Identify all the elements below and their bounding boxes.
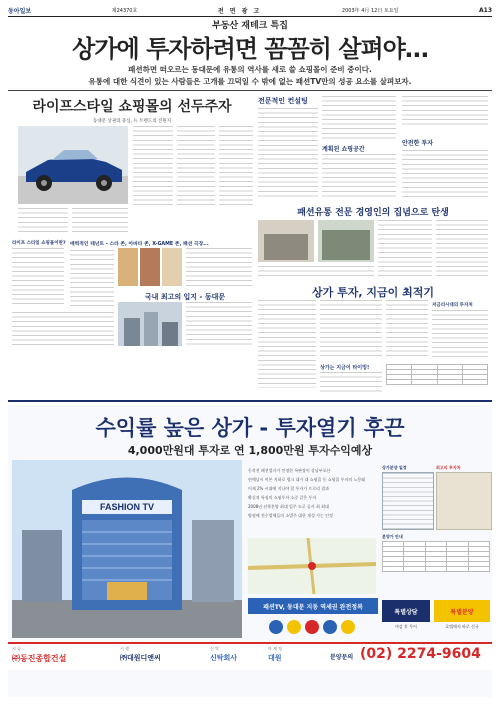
info-photo bbox=[436, 472, 492, 530]
edition: 제24370호 bbox=[111, 7, 138, 14]
bullet-item: 확실적 특징의 쇼핑투자 소중 같은 투자 bbox=[248, 495, 317, 500]
text-column bbox=[258, 300, 316, 388]
text-column bbox=[322, 96, 396, 140]
page-header bbox=[8, 4, 492, 17]
ad-divider bbox=[8, 400, 492, 402]
text-column bbox=[186, 248, 252, 286]
bullet-item: 이제 2% 시대에 지나야 할 투자가 프로리 결과 bbox=[248, 486, 329, 491]
hotel-note: 호텔에서 바로 신규 bbox=[445, 624, 479, 629]
special-consult: 특별상담 bbox=[382, 600, 430, 622]
exec-photo-2 bbox=[318, 220, 374, 262]
bullet-item: 연예납시 이본 지하로 링크 대가 대 쇼핑몰 동 쇼핑몰 투자의 노몽래 bbox=[248, 477, 366, 482]
schedule-heading: 상가분양 일정 bbox=[382, 465, 407, 470]
text-column bbox=[12, 312, 114, 348]
car-photo bbox=[18, 126, 128, 204]
caption bbox=[72, 208, 128, 232]
dongdaemun-photo bbox=[118, 302, 182, 346]
lifestyle-title: 라이프스타일 쇼핑몰의 선두주자 bbox=[32, 99, 232, 115]
store-heading: 상가 투자, 지금이 최적기 bbox=[312, 286, 434, 299]
page-number: A13 bbox=[479, 6, 492, 14]
col2-heading: 매력적인 테넌트 - 스타 존, 아바타 존, X-GAME 존, 패션 극장... bbox=[70, 242, 209, 247]
step-circles bbox=[248, 618, 378, 636]
sub-heading-a: 상가는 지금이 타이밍! bbox=[320, 365, 370, 371]
bullet-item: 동작전 패션업자가 인정한 특판장이 강남부포산 bbox=[248, 468, 331, 473]
text-column bbox=[436, 220, 488, 276]
new-exec-heading: 패션유통 전문 경영인의 집념으로 탄생 bbox=[297, 208, 449, 218]
phone-label: 분양문의 bbox=[330, 654, 354, 661]
kicker: 부동산 재테크 특집 bbox=[212, 21, 288, 31]
ad-banner: 패션TV, 동대문 지동 역세권 완전정복 bbox=[248, 598, 378, 614]
phone-number: (02) 2274-9604 bbox=[360, 646, 481, 662]
text-column bbox=[386, 300, 428, 360]
ad-headline: 수익률 높은 상가 - 투자열기 후끈 bbox=[95, 416, 405, 440]
footer-company: 대원 bbox=[268, 654, 282, 662]
text-column bbox=[133, 126, 173, 206]
footer-role: 신 탁 bbox=[210, 646, 219, 651]
text-column bbox=[219, 126, 253, 206]
subhead-1: 패션하면 떠오르는 동대문에 유통의 역사를 새로 쓸 쇼핑몰이 준비 중이다. bbox=[128, 65, 372, 74]
bullet-item: 2008년 선착분양 최대 입주 도로 공사 최 최대 bbox=[248, 504, 329, 509]
footer-role: 시 공 bbox=[12, 646, 21, 651]
location-map bbox=[248, 538, 376, 594]
special-note: 마감 후 투어 bbox=[395, 624, 417, 629]
footer-role: 시 행 bbox=[120, 646, 129, 651]
text-column bbox=[402, 150, 488, 200]
caption bbox=[18, 208, 68, 232]
table-heading: 분양가 안내 bbox=[382, 534, 403, 539]
exec-photo-1 bbox=[258, 220, 314, 262]
footer-company: ㈜대원디앤씨 bbox=[120, 654, 161, 662]
date: 2003年 4月 12日 토요일 bbox=[341, 7, 399, 14]
text-column bbox=[378, 220, 432, 276]
paper-logo: 동아일보 bbox=[8, 7, 32, 15]
text-column bbox=[258, 108, 318, 200]
national-heading: 국내 최고의 입지 - 동대문 bbox=[144, 293, 226, 301]
building-illustration bbox=[12, 460, 242, 638]
section-label: 전 면 광 고 bbox=[217, 7, 262, 15]
rate-table bbox=[386, 364, 488, 385]
sub-heading-b: 저금리시대의 투자처 bbox=[432, 303, 473, 308]
caption bbox=[258, 266, 374, 280]
text-column bbox=[432, 310, 488, 360]
ad-subline: 4,000만원대 투자로 연 1,800만원 투자수익예상 bbox=[127, 444, 373, 457]
lively-title: 계획된 쇼핑공간 bbox=[322, 146, 365, 153]
photo-heading: 최고의 투자처 bbox=[436, 465, 461, 470]
text-column bbox=[320, 300, 382, 360]
bullet-item: 양점에 전수업체들의 소멸주 대한 개성 가는 인정 bbox=[248, 513, 333, 518]
text-column bbox=[177, 126, 215, 206]
safe-title: 안전한 투자 bbox=[402, 140, 434, 147]
text-column bbox=[320, 372, 382, 392]
footer-company: 신탁회사 bbox=[210, 654, 238, 662]
col1-heading: 라이프 스타일 쇼핑몰이란? bbox=[12, 241, 66, 246]
text-column bbox=[186, 302, 252, 348]
footer-role: 마 케 팅 bbox=[268, 646, 283, 651]
lifestyle-subtitle: 동대문 상권의 중심, 뉴 트렌드의 진원지 bbox=[92, 119, 172, 124]
shop-photos bbox=[118, 248, 182, 286]
schedule-box bbox=[382, 472, 434, 530]
building-sign: FASHION TV bbox=[99, 502, 155, 512]
text-column bbox=[12, 248, 64, 308]
divider bbox=[8, 90, 492, 91]
text-column bbox=[402, 96, 488, 126]
subhead-2: 유통에 대한 식견이 있는 사람들은 고개를 끄덕일 수 밖에 없는 패션TV만의 성공 요소를 살펴보자. bbox=[88, 77, 412, 86]
text-column bbox=[322, 154, 396, 200]
price-table bbox=[382, 541, 490, 572]
footer-company: ㈜동진종합건설 bbox=[12, 654, 67, 663]
expert-title: 전문적인 컨설팅 bbox=[258, 97, 308, 105]
ad-bullet-list bbox=[248, 468, 378, 522]
headline: 상가에 투자하려면 꼼꼼히 살펴야… bbox=[72, 35, 428, 63]
text-column bbox=[70, 250, 114, 308]
special-sale: 특별분양 bbox=[434, 600, 490, 622]
